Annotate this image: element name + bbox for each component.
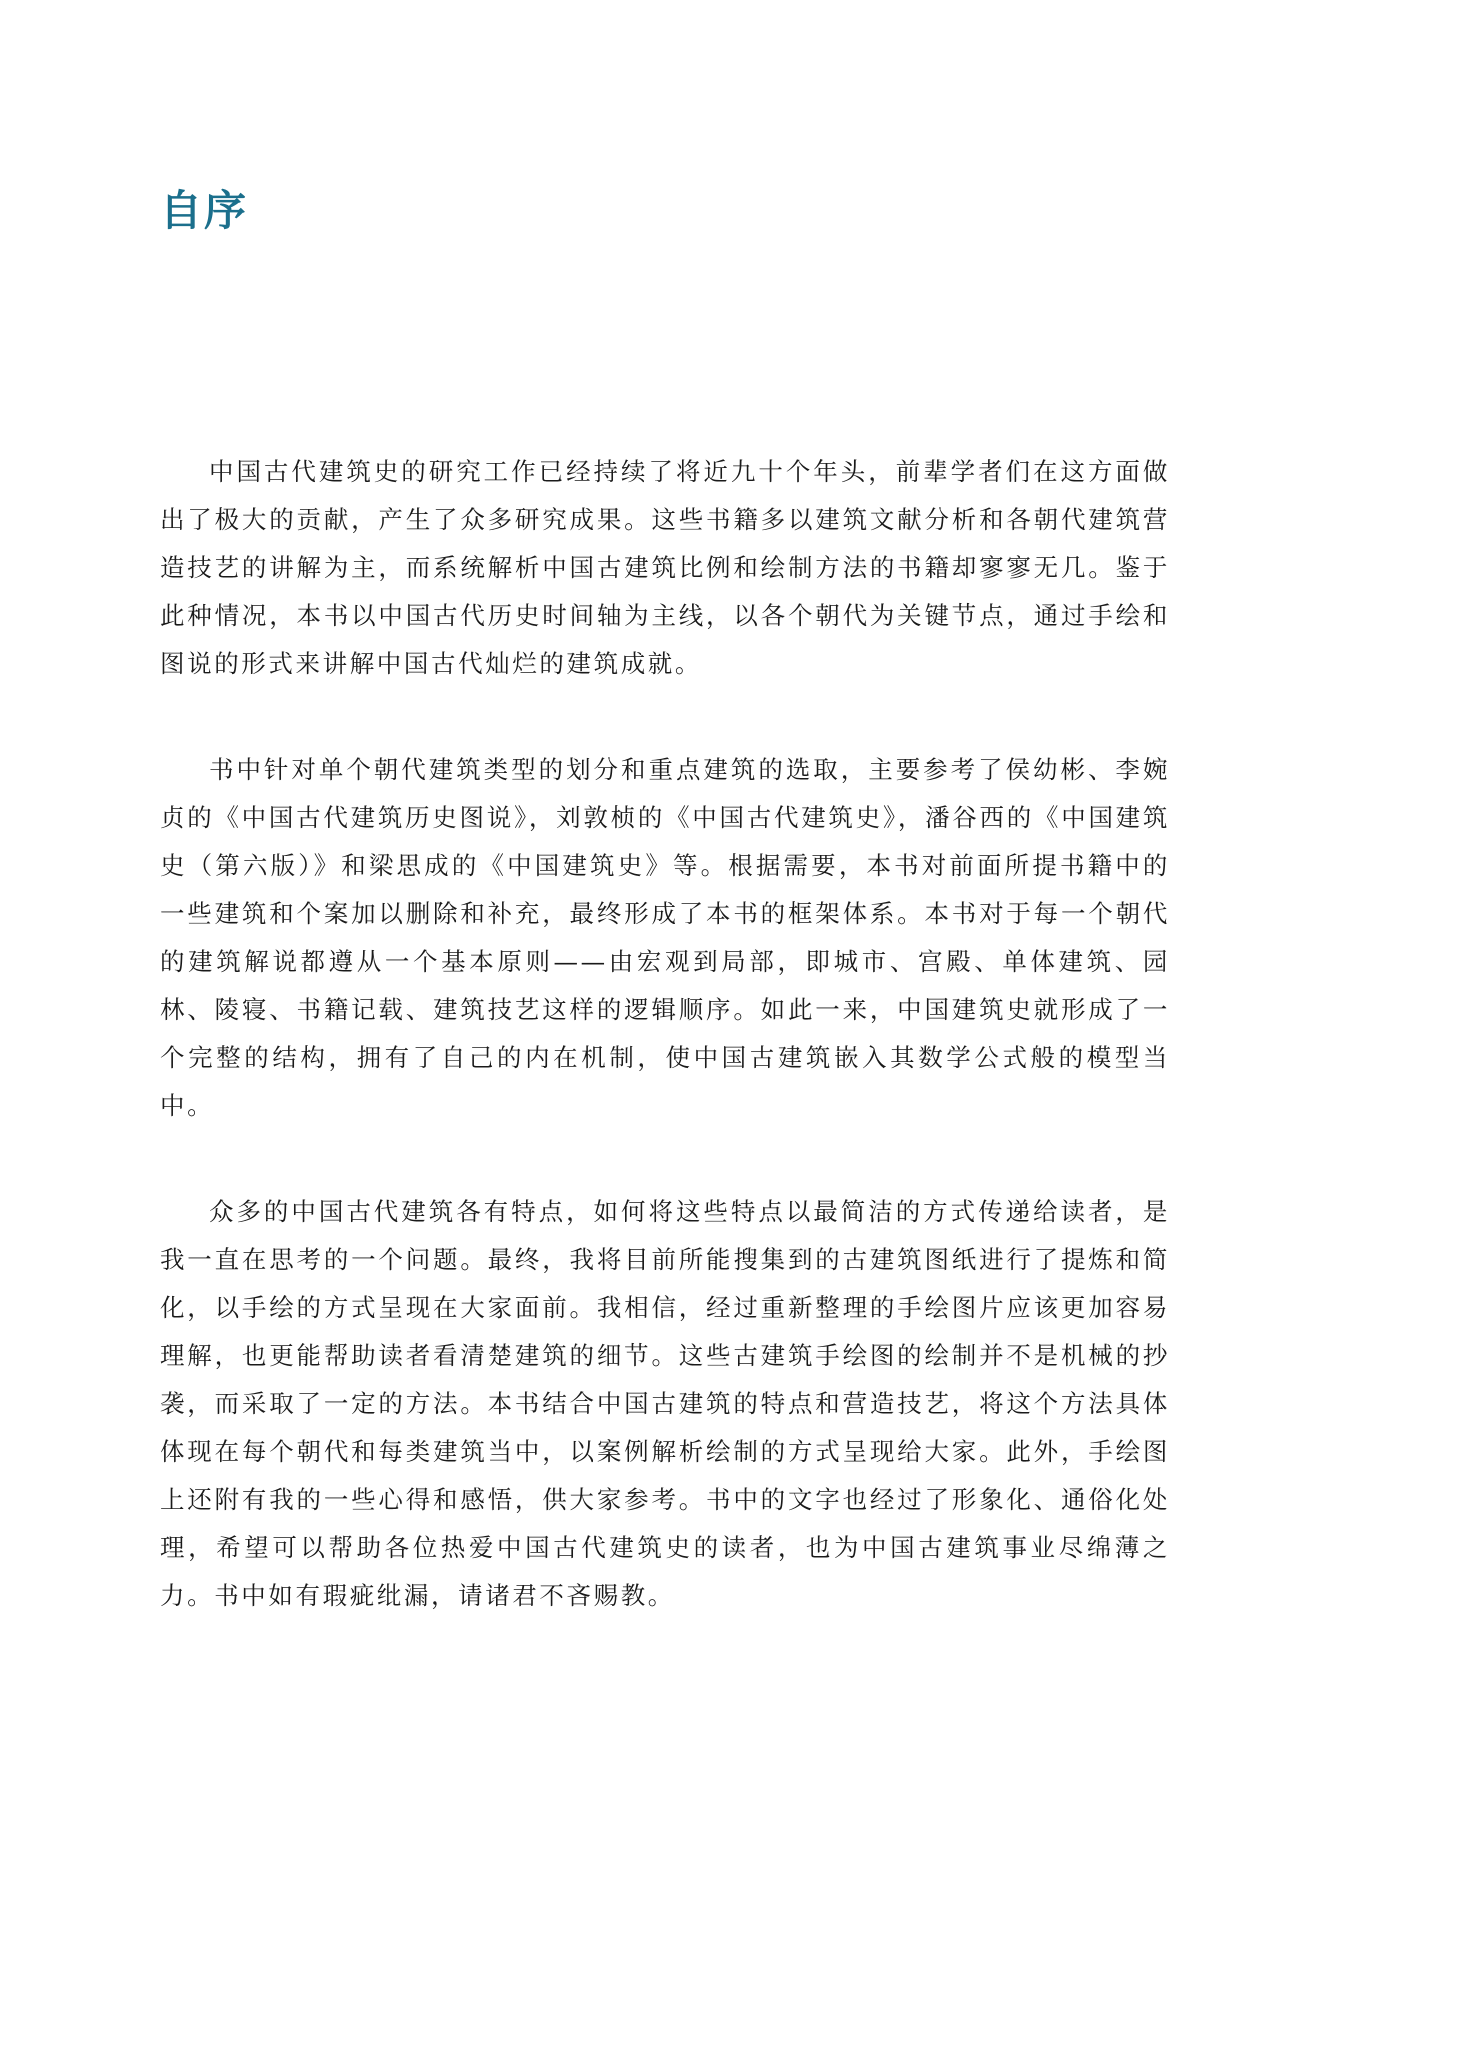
paragraph-1: 中国古代建筑史的研究工作已经持续了将近九十个年头，前辈学者们在这方面做出了极大的贡献，产生了众多研究成果。这些书籍多以建筑文献分析和各朝代建筑营造技艺的讲解为主，而系统解析中国古建筑比例和绘制方法的书籍却寥寥无几。鉴于此种情况，本书以中国古代历史时间轴为主线，以各个朝代为关键节点，通过手绘和图说的形式来讲解中国古代灿烂的建筑成就。: [160, 457, 1170, 678]
paragraph-2: 书中针对单个朝代建筑类型的划分和重点建筑的选取，主要参考了侯幼彬、李婉贞的《中国古代建筑历史图说》，刘敦桢的《中国古代建筑史》，潘谷西的《中国建筑史（第六版）》和梁思成的《中国建筑史》等。根据需要，本书对前面所提书籍中的一些建筑和个案加以删除和补充，最终形成了本书的框架体系。本书对于每一个朝代的建筑解说都遵从一个基本原则——由宏观到局部，即城市、宫殿、单体建筑、园林、陵寝、书籍记载、建筑技艺这样的逻辑顺序。如此一来，中国建筑史就形成了一个完整的结构，拥有了自己的内在机制，使中国古建筑嵌入其数学公式般的模型当中。: [160, 755, 1170, 1120]
paragraph-3: 众多的中国古代建筑各有特点，如何将这些特点以最简洁的方式传递给读者，是我一直在思考的一个问题。最终，我将目前所能搜集到的古建筑图纸进行了提炼和简化，以手绘的方式呈现在大家面前。我相信，经过重新整理的手绘图片应该更加容易理解，也更能帮助读者看清楚建筑的细节。这些古建筑手绘图的绘制并不是机械的抄袭，而采取了一定的方法。本书结合中国古建筑的特点和营造技艺，将这个方法具体体现在每个朝代和每类建筑当中，以案例解析绘制的方式呈现给大家。此外，手绘图上还附有我的一些心得和感悟，供大家参考。书中的文字也经过了形象化、通俗化处理，希望可以帮助各位热爱中国古代建筑史的读者，也为中国古建筑事业尽绵薄之力。书中如有瑕疵纰漏，请诸君不吝赐教。: [160, 1197, 1170, 1610]
preface-body: [160, 448, 1170, 1678]
page-title: 自序: [160, 186, 249, 235]
